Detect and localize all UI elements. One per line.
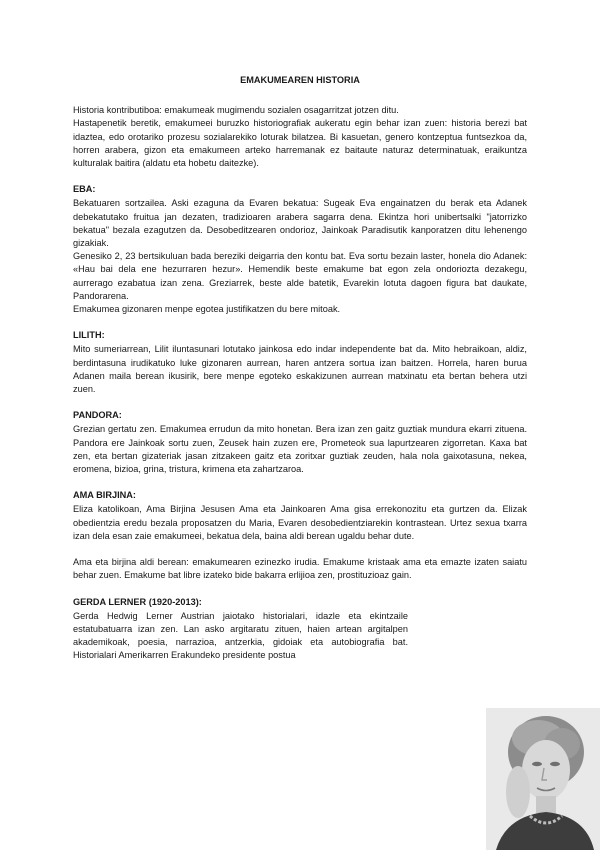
lilith-paragraph: Mito sumeriarrean, Lilit iluntasunari lotutako jainkosa edo indar independente bat da. Mito hebraikoan, aldiz, berdintasuna irudikatuko luke gizonaren aurrean, haren antzera sortua izan baitzen. Horrela, haren burua Adanen maila berean ikusirik, bere menpe egoteko eskakizunen aurrean matxinatu eta bertan behera utzi zuen.: [73, 344, 527, 395]
eba-paragraph: Emakumea gizonaren menpe egotea justifikatzen du bere mitoak.: [73, 304, 341, 315]
gerda-paragraph: Gerda Hedwig Lerner Austrian jaiotako historialari, idazle eta ekintzaile estatubatuarra izan zen. Lan asko argitaratu zituen, haien artean argitalpen akademikoak, poesia, narrazioa, antzerkia, gidoiak eta autobiografia bat. Historialari Amerikarren Erakundeko presidente postua: [73, 610, 408, 661]
ama-birjina-paragraph: Eliza katolikoan, Ama Birjina Jesusen Ama eta Jainkoaren Ama gisa errekonozitu eta gurtzen da. Elizak obedientzia eredu bezala proposatzen du Maria, Evaren desobedientziarekin kontrastean. Urtez sexua txarra izan dela esan zaie emakumeei, bekatua dela, baina aldi berean ugaldu behar dute.: [73, 504, 527, 541]
eba-section: [73, 183, 527, 316]
section-heading-eba: EBA:: [73, 184, 96, 195]
eba-paragraph: Bekatuaren sortzailea. Aski ezaguna da Evaren bekatua: Sugeak Eva engainatzen du berak eta Adanek debekatutako fruitua jan dezaten, tradizioaren arabera sagarra dena. Ekintza hori unibertsalki "jatorrizko bekatua" bezala ezagutzen da. Desobeditzearen ondorioz, Jainkoak Paradisutik kanporatzen ditu lehenengo gizakiak.: [73, 198, 527, 249]
ama-birjina-section: [73, 489, 527, 582]
eba-paragraph: Genesiko 2, 23 bertsikuluan bada bereziki deigarria den kontu bat. Eva sortu bezain laster, honela dio Adanek: «Hau bai dela ene hezurraren hezur». Hemendik beste emakume bat egon zela ondorioztа dezakegu, aurrerago ezabatua izan zena. Greziarrek, beste alde batetik, Evarekin lotuta dagoen figura bat daukate, Pandorarena.: [73, 251, 527, 301]
document-title: EMAKUMEAREN HISTORIA: [240, 75, 360, 85]
intro-paragraph: Historia kontributiboa: emakumeak mugimendu sozialen osagarritzat jotzen ditu.: [73, 105, 399, 116]
gerda-lerner-photo: [486, 708, 600, 850]
portrait-image: [486, 708, 600, 850]
section-heading-ama-birjina: AMA BIRJINA:: [73, 490, 136, 501]
ama-birjina-paragraph: Ama eta birjina aldi berean: emakumearen ezinezko irudia. Emakume kristaak ama eta emazte izaten saiatu behar zuen. Emakume bat libre izateko bide bakarra erlijioa zen, prostituzioaz gain.: [73, 557, 527, 581]
intro-paragraph: Hastapenetik beretik, emakumeei buruzko historiografiak aukeratu egin behar izan zuen: historia berezi bat idaztea, edo orotariko prozesu sozialarekiko loturak bilatzea. Bi kasuetan, genero kontzeptua funtsezkoa da, horren arabera, gizon eta emakumeen arteko harremanak ez baitaute naturaz determinatuak, eraikuntza kulturalak baitira (aldatu eta hobetu daitezke).: [73, 118, 527, 169]
section-heading-gerda: GERDA LERNER (1920-2013):: [73, 596, 202, 607]
intro-section: [73, 104, 527, 170]
pandora-paragraph: Grezian gertatu zen. Emakumea errudun da mito honetan. Bera izan zen gaitz guztiak mundura ekarri zituena. Pandora ere Jainkoak sortu zuen, Zeusek hain zuzen ere, Prometeok sua lapurtzearen zigorretan. Kaxa bat zen, eta bertan gizateriak jasan zitzakeen gaitz eta zoritxar guztiak zeuden, hala nola gaixotasuna, nekea, eromena, bizioa, grina, tristura, krimena eta zahartzaroa.: [73, 424, 527, 475]
pandora-section: [73, 409, 527, 476]
section-heading-pandora: PANDORA:: [73, 410, 122, 421]
lilith-section: [73, 329, 527, 396]
section-heading-lilith: LILITH:: [73, 330, 105, 341]
gerda-section: [73, 596, 527, 663]
